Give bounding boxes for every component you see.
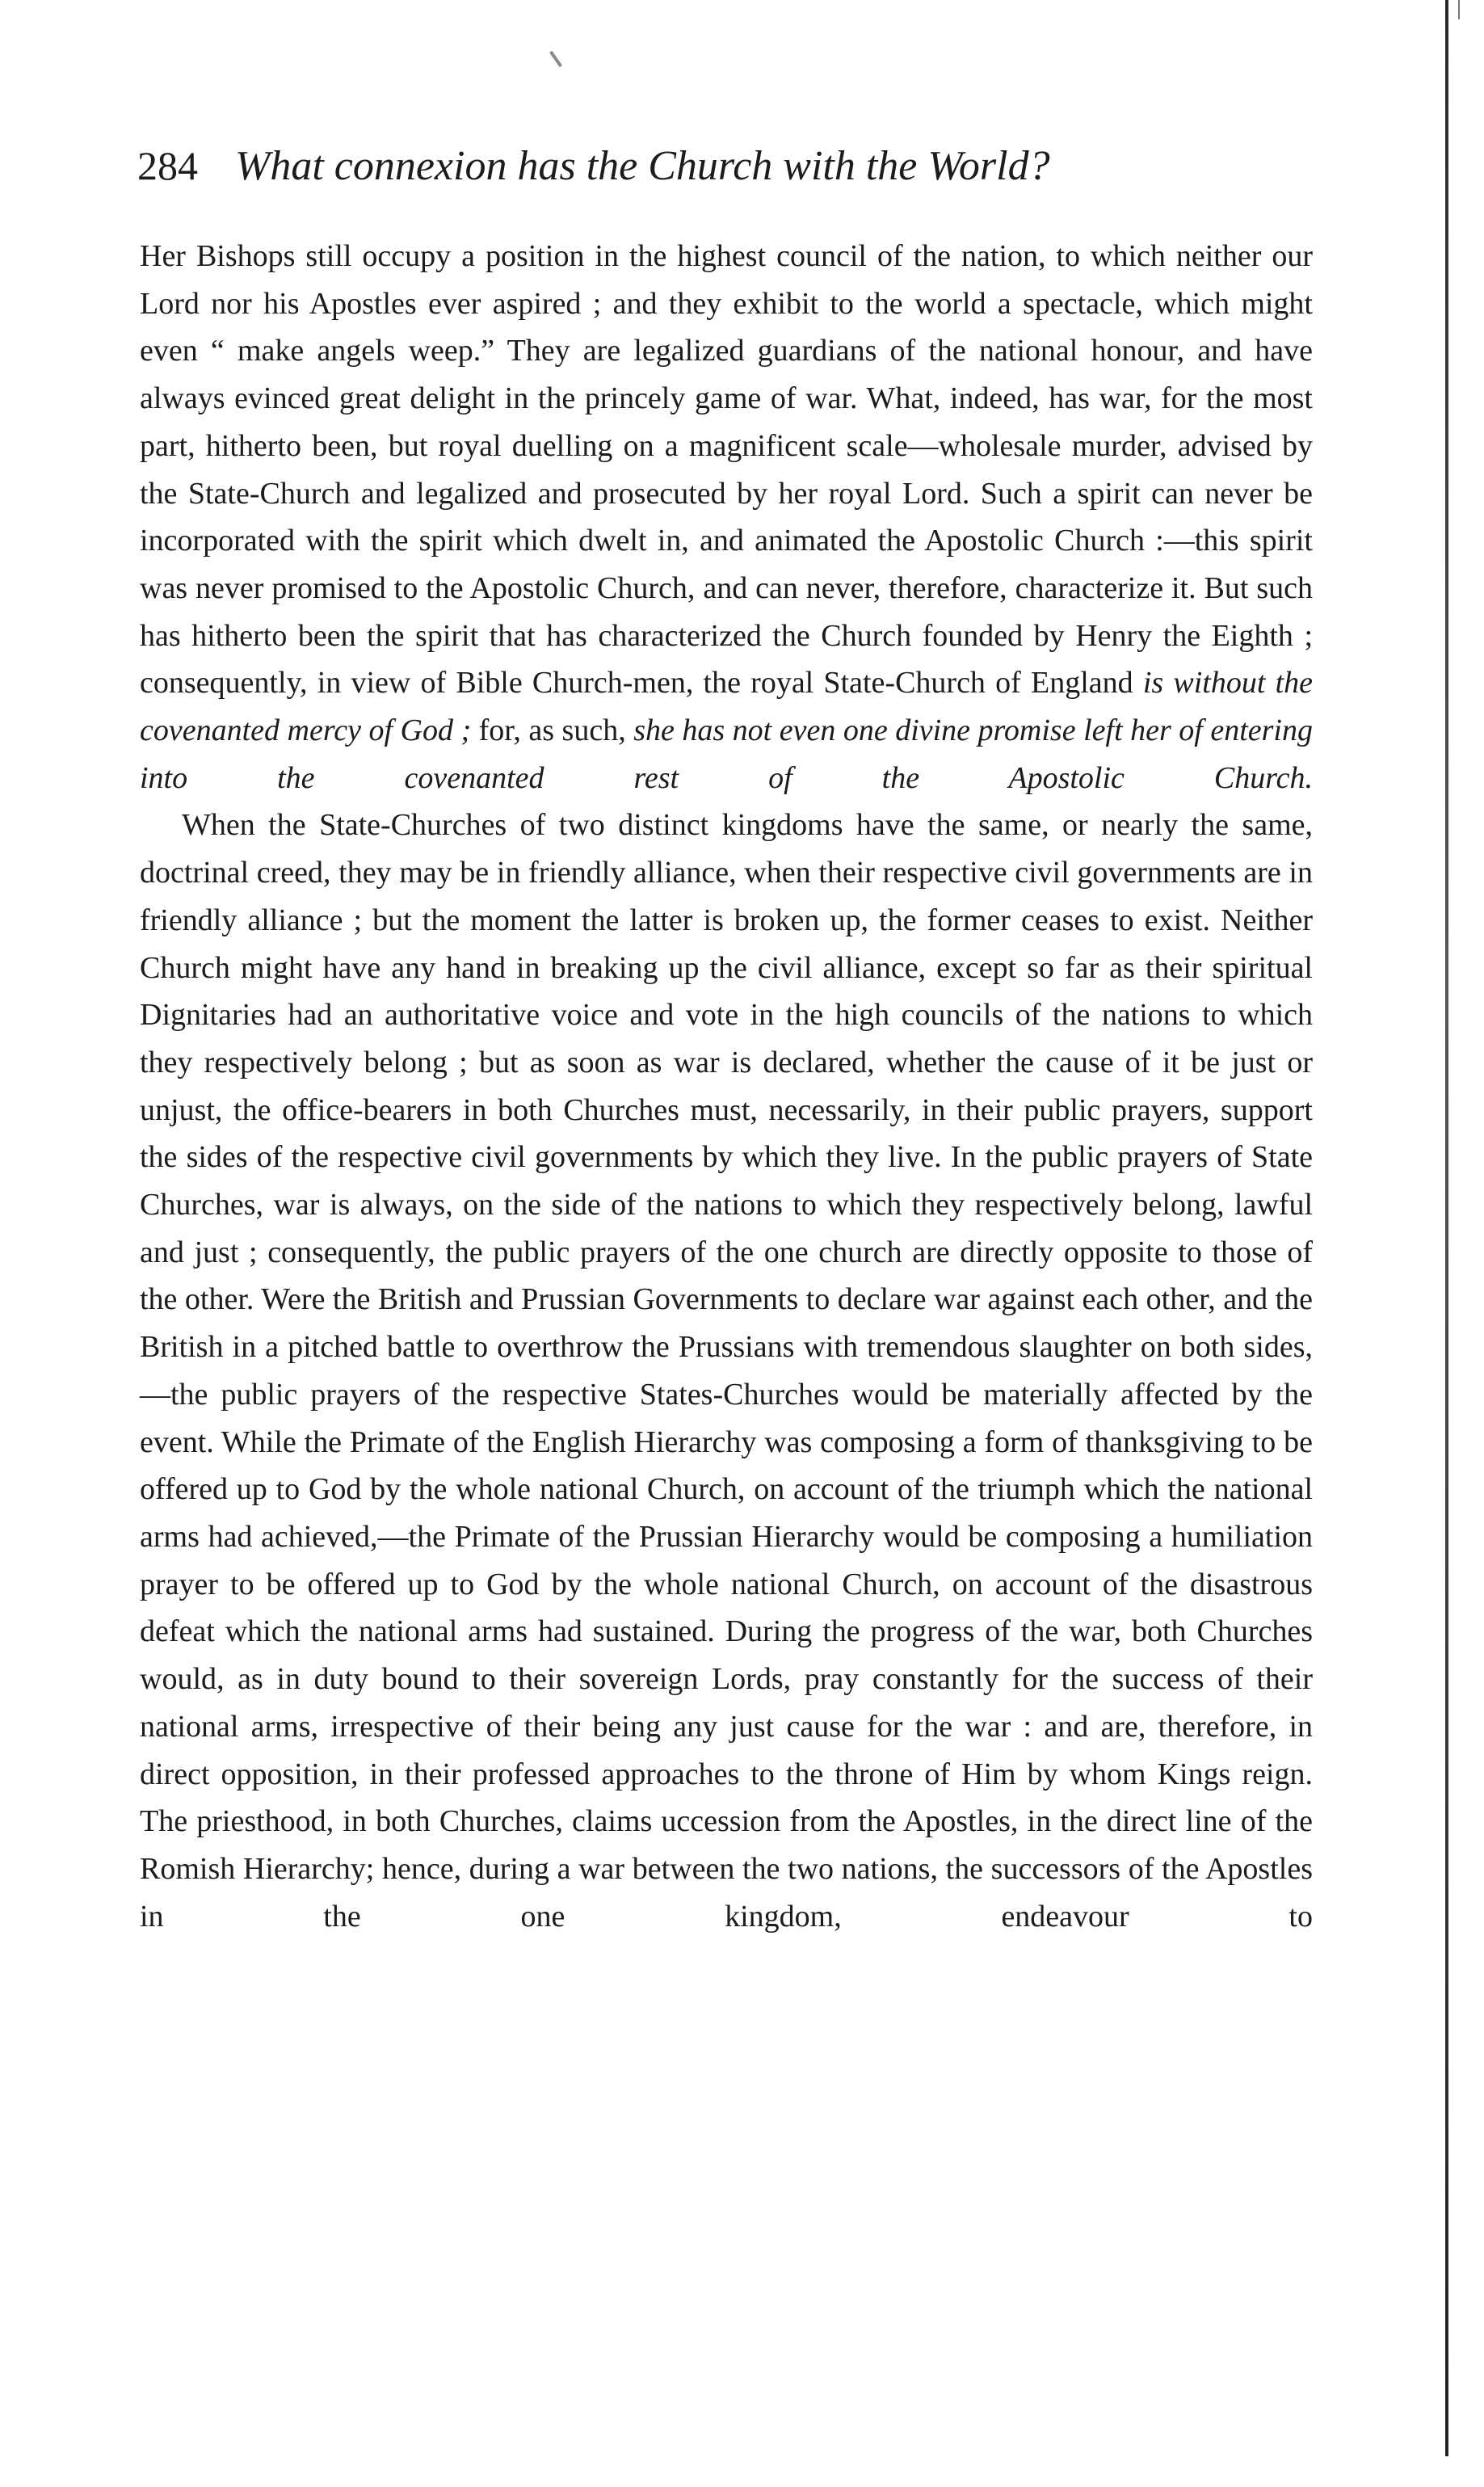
paragraph-1-text: Her Bishops still occupy a position in the highest council of the nation, to which neither our Lord nor his Apostles ever aspired ; and they exhibit to the world a spectacle, which might even “ make angels weep.” They are legalized guardians of the national honour, and have always evinced great delight in the princely game of war. What, indeed, has war, for the most part, hitherto been, but royal duelling on a magnificent scale—wholesale murder, advised by the State-Church and legalized and prosecuted by her royal Lord. Such a spirit can never be incorporated with the spirit which dwelt in, and animated the Apostolic Church :—this spirit was never promised to the Apostolic Church, and can never, therefore, characterize it. But such has hitherto been the spirit that has characterized the Church founded by Henry the Eighth ; consequently, in view of Bible Church-men, the royal State-Church of England: [140, 239, 1313, 701]
paragraph-1-middle: for, as such,: [471, 713, 634, 748]
page-body: [140, 233, 1313, 1940]
paragraph-1-emphasis-1: is without the covenanted mercy of God ;: [140, 666, 1313, 748]
page-number: 284: [137, 143, 198, 188]
paragraph-1-emphasis-2: she has not even one divine promise left her of entering into the covenanted rest of the Apostolic Church.: [140, 713, 1313, 795]
scan-edge-line: [1445, 0, 1448, 2456]
paragraph-1: [140, 233, 1313, 802]
scan-speck: [549, 51, 562, 67]
scan-edge-mark: [1458, 0, 1460, 19]
running-title: What connexion has the Church with the World?: [235, 143, 1050, 189]
page-header: [137, 142, 1309, 207]
paragraph-2: When the State-Churches of two distinct kingdoms have the same, or nearly the same, doctrinal creed, they may be in friendly alliance, when their respective civil governments are in friendly alliance ; but the moment the latter is broken up, the former ceases to exist. Neither Church might have any hand in breaking up the civil alliance, except so far as their spiritual Dignitaries had an authoritative voice and vote in the high councils of the nations to which they respectively belong ; but as soon as war is declared, whether the cause of it be just or unjust, the office-bearers in both Churches must, necessarily, in their public prayers, support the sides of the respective civil governments by which they live. In the public prayers of State Churches, war is always, on the side of the nations to which they respectively belong, lawful and just ; consequently, the public prayers of the one church are directly opposite to those of the other. Were the British and Prussian Governments to declare war against each other, and the British in a pitched battle to overthrow the Prussians with tremendous slaughter on both sides,—the public prayers of the respective States-Churches would be materially affected by the event. While the Primate of the English Hierarchy was composing a form of thanksgiving to be offered up to God by the whole national Church, on account of the triumph which the national arms had achieved,—the Primate of the Prussian Hierarchy would be composing a humiliation prayer to be offered up to God by the whole national Church, on account of the disastrous defeat which the national arms had sustained. During the progress of the war, both Churches would, as in duty bound to their sovereign Lords, pray constantly for the success of their national arms, irrespective of their being any just cause for the war : and are, therefore, in direct opposition, in their professed approaches to the throne of Him by whom Kings reign. The priesthood, in both Churches, claims uccession from the Apostles, in the direct line of the Romish Hierarchy; hence, during a war between the two nations, the successors of the Apostles in the one kingdom, endeavour to: [140, 808, 1313, 1934]
